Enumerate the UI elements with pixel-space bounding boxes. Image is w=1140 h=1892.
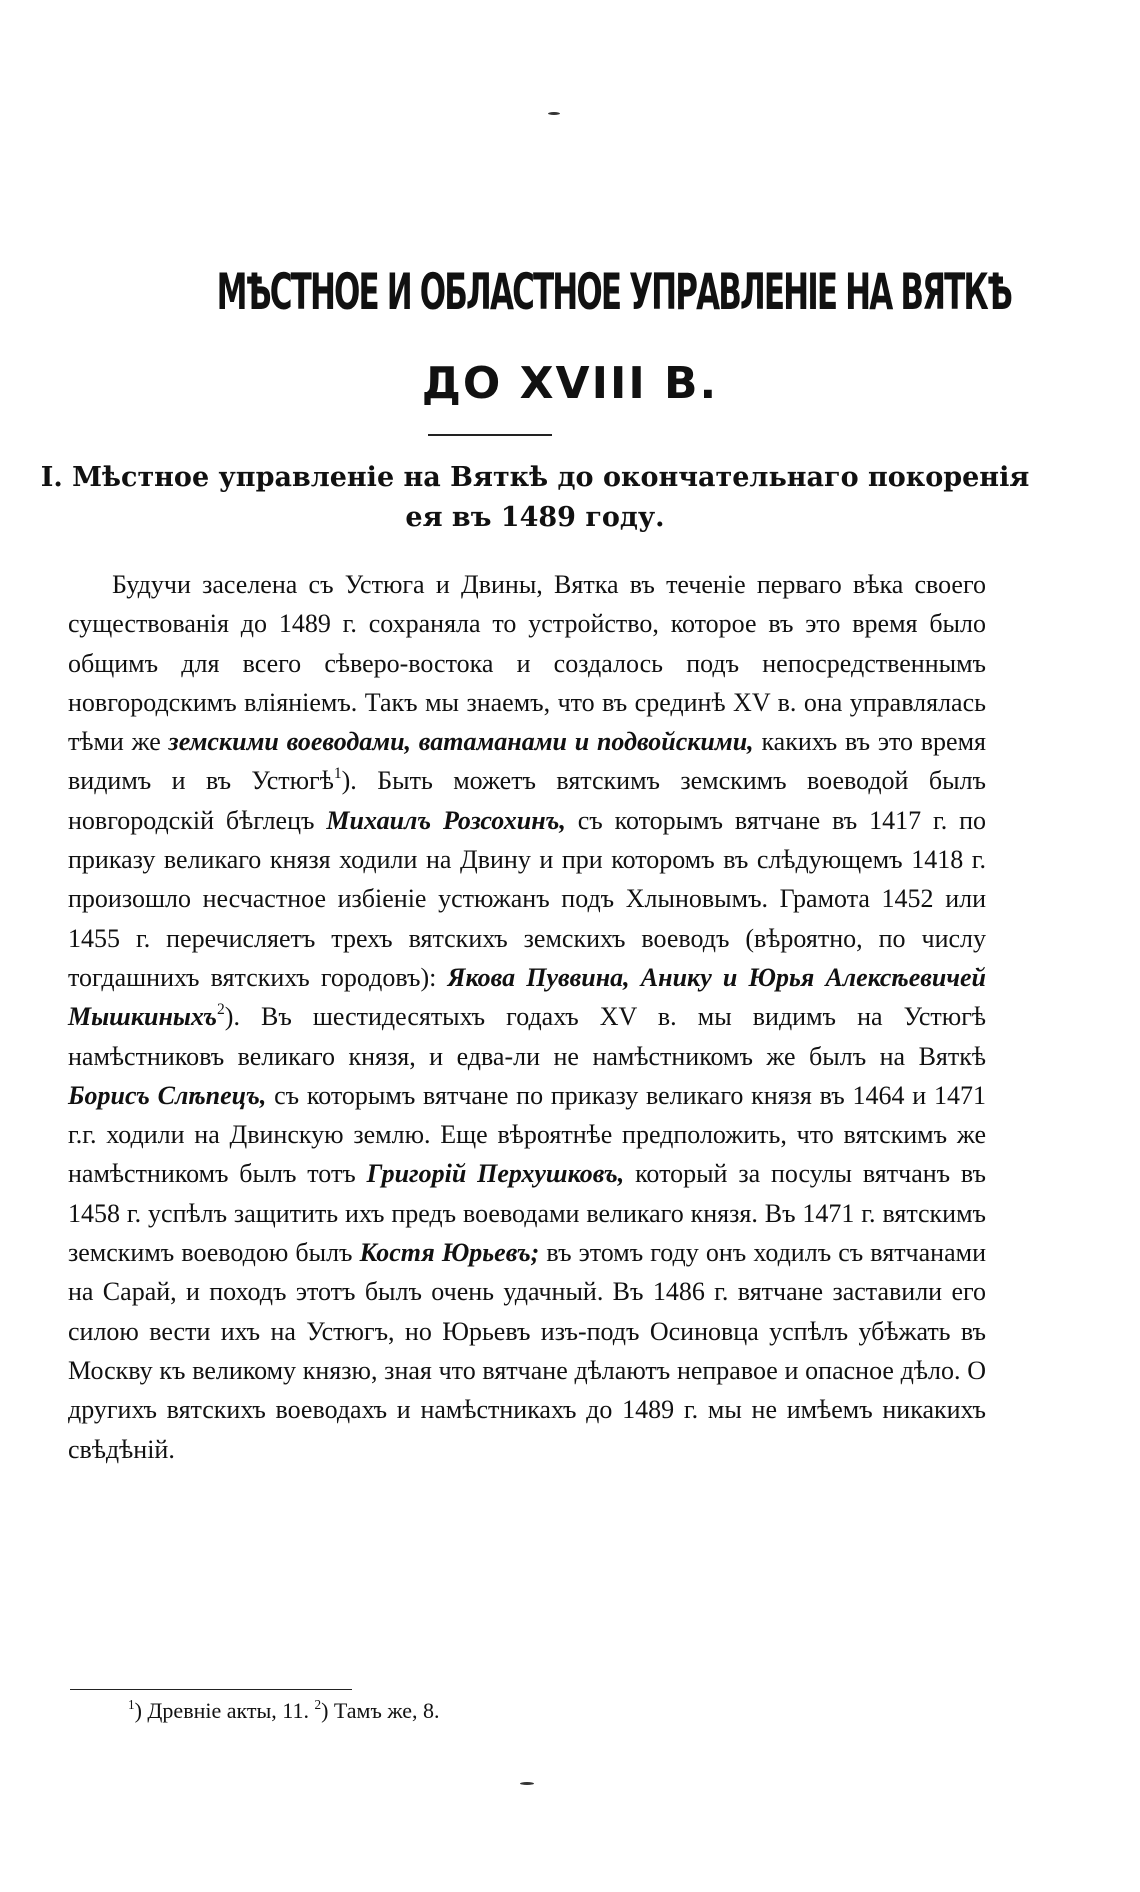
- italic-name: Григорій Перхушковъ,: [366, 1159, 625, 1189]
- body-text-segment: съ которымъ вятчане въ 1417 г. по приказу великаго князя ходили на Двину и при которомъ въ слѣдующемъ 1418 г. произошло несчастное избіеніе устюжанъ подъ Хлыновымъ. Грамота 1452 или 1455 г. перечисляетъ трехъ вятскихъ земскихъ воеводъ (вѣроятно, по числу тогдашнихъ вятскихъ городовъ):: [68, 805, 986, 992]
- section-heading: I. Мѣстное управленіе на Вяткѣ до окончательнаго покоренія ея въ 1489 году.: [40, 462, 1030, 533]
- body-text-segment: съ которымъ вятчане по приказу великаго князя въ 1464 и 1471 г.г. ходили на Двинскую землю. Еще вѣроятнѣе предположить, что вятскимъ же намѣстникомъ былъ тотъ: [68, 1080, 987, 1189]
- footnote-ref-2: 2: [216, 1001, 225, 1019]
- italic-name: Михаилъ Розсохинъ,: [326, 805, 566, 835]
- footnotes: [128, 1695, 440, 1727]
- footnote-number-1: 1: [128, 1696, 135, 1712]
- print-speck: [548, 112, 560, 115]
- document-subtitle: ДО XVIII В.: [421, 358, 719, 409]
- title-divider: [428, 434, 552, 436]
- italic-names: земскими воеводами, ватаманами и подвойскими,: [168, 727, 754, 757]
- footnote-divider: [70, 1689, 352, 1690]
- footnote-number-2: 2: [314, 1696, 322, 1712]
- italic-name: Костя Юрьевъ;: [359, 1238, 540, 1268]
- italic-names: Якова Пуввина, Анику и Юрья Алексѣевичей Мышкиныхъ: [68, 962, 986, 1032]
- body-text-segment: который за посулы вятчанъ въ 1458 г. успѣлъ защитить ихъ предъ воеводами великаго князя. Въ 1471 г. вятскимъ земскимъ воеводою былъ: [68, 1159, 987, 1268]
- body-text-segment: ). Въ шестидесятыхъ годахъ XV в. мы видимъ на Устюгѣ намѣстниковъ великаго князя, и едва-ли не намѣстникомъ же былъ на Вяткѣ: [68, 1002, 986, 1071]
- italic-name: Борисъ Слѣпецъ,: [68, 1080, 267, 1110]
- footnote-text-1: ) Древніе акты, 11.: [134, 1698, 315, 1723]
- footnote-ref-1: 1: [333, 765, 342, 783]
- print-speck: [520, 1782, 534, 1785]
- body-paragraph: [68, 565, 986, 1469]
- body-text-segment: въ этомъ году онъ ходилъ съ вятчанами на Сарай, и походъ этотъ былъ очень удачный. Въ 1486 г. вятчане заставили его силою вести ихъ на Устюгъ, но Юрьевъ изъ-подъ Осиновца успѣлъ убѣжать въ Москву къ великому князю, зная что вятчане дѣлаютъ неправое и опасное дѣло. О другихъ вятскихъ воеводахъ и намѣстникахъ до 1489 г. мы не имѣемъ никакихъ свѣдѣній.: [68, 1238, 986, 1464]
- body-text-segment: какихъ въ это время видимъ и въ Устюгѣ: [68, 727, 986, 796]
- body-text-segment: ). Быть можетъ вятскимъ земскимъ воеводой былъ новгородскій бѣглецъ: [68, 766, 986, 835]
- body-text-segment: Будучи заселена съ Устюга и Двины, Вятка въ теченіе перваго вѣка своего существованія до 1489 г. сохраняла то устройство, которое въ это время было общимъ для всего сѣверо-востока и создалось подъ непосредственнымъ новгородскимъ вліяніемъ. Такъ мы знаемъ, что въ срединѣ XV в. она управлялась тѣми же: [68, 570, 986, 757]
- document-title: МѢСТНОЕ И ОБЛАСТНОЕ УПРАВЛЕНІЕ НА ВЯТКѢ: [216, 263, 1012, 321]
- footnote-text-2: ) Тамъ же, 8.: [321, 1698, 440, 1723]
